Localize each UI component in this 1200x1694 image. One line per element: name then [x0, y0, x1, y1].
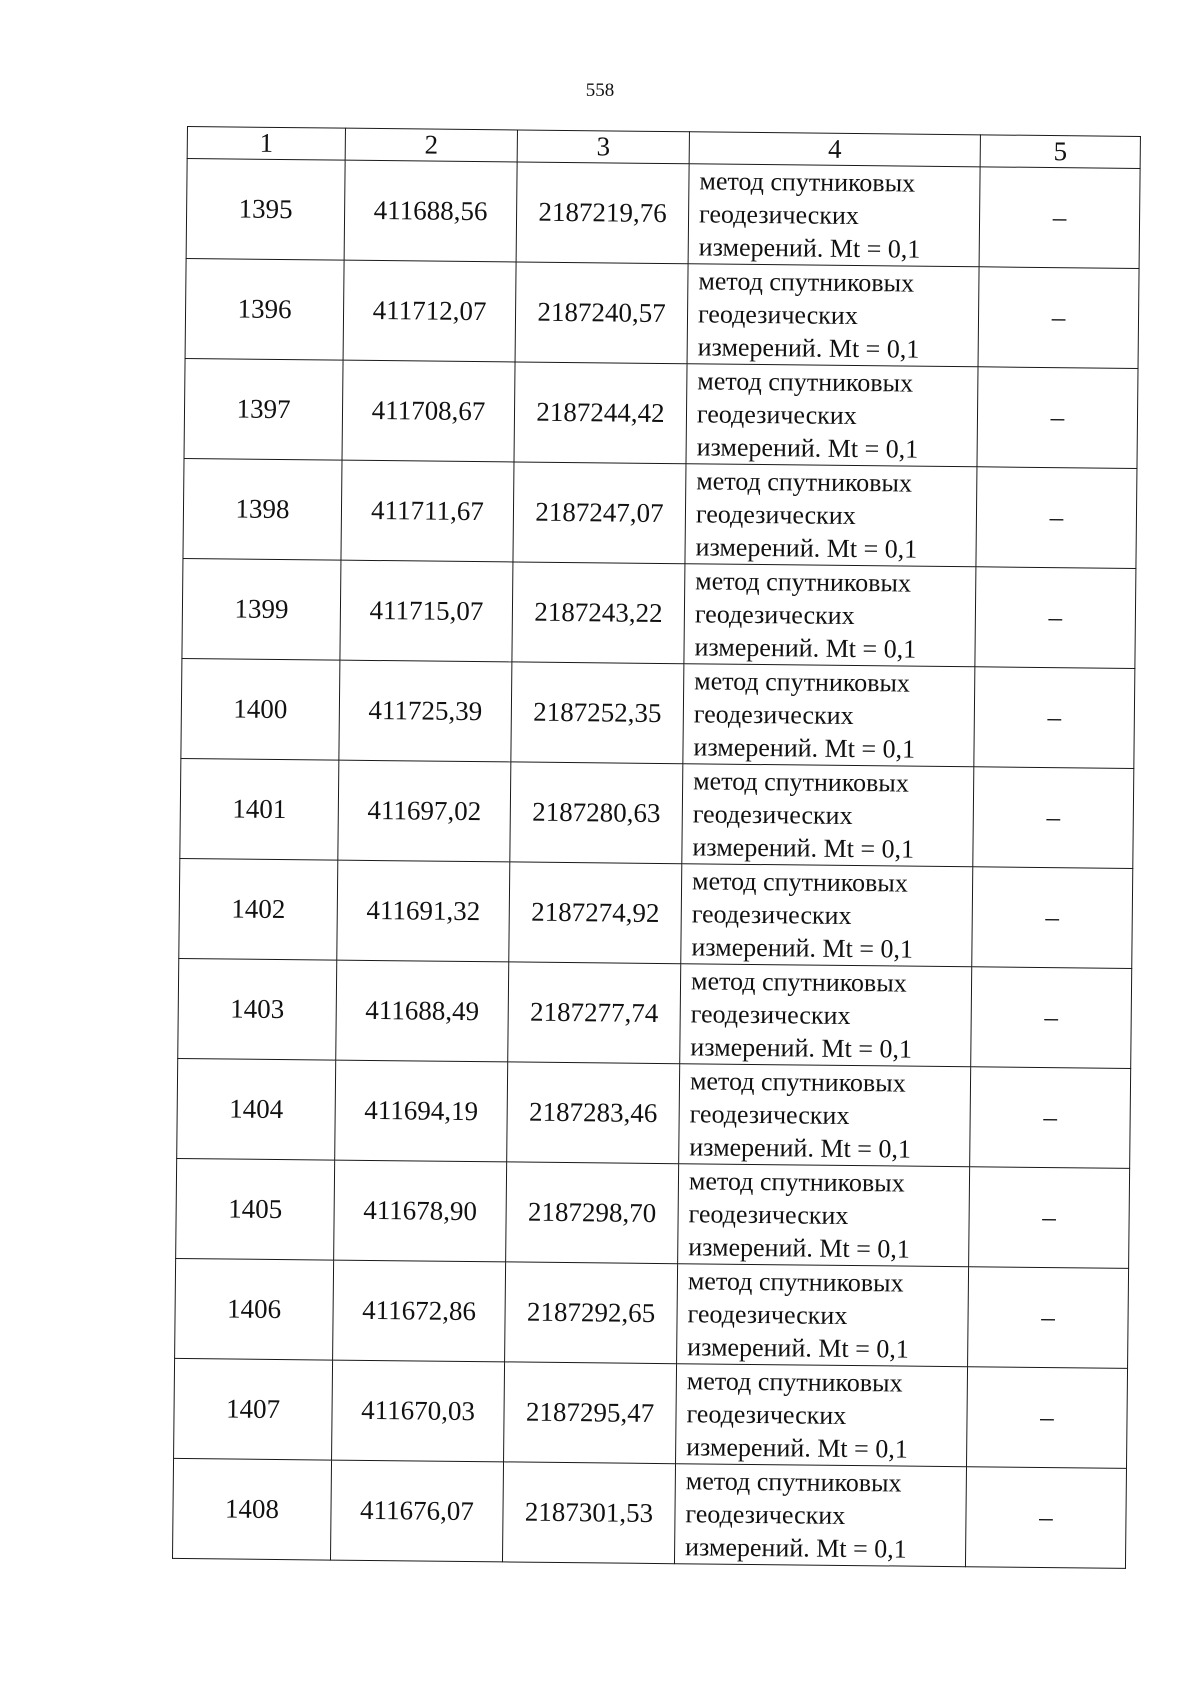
point-number-cell: 1395 [186, 159, 345, 261]
y-coordinate-cell: 2187280,63 [510, 762, 683, 864]
method-text-line: метод спутниковых [690, 966, 907, 998]
method-cell [683, 664, 975, 767]
method-text-line: метод спутниковых [689, 1066, 906, 1098]
note-cell: – [969, 1167, 1130, 1269]
table-row [184, 358, 1138, 468]
method-cell [684, 564, 976, 667]
method-text-line: метод спутниковых [694, 666, 911, 698]
point-number-cell: 1404 [177, 1058, 336, 1160]
method-cell [677, 1264, 969, 1367]
point-number-cell: 1405 [176, 1158, 335, 1260]
method-text-line: геодезических [692, 799, 853, 831]
method-cell [686, 364, 978, 467]
note-cell: – [972, 867, 1133, 969]
method-cell [685, 464, 977, 567]
method-text-line: метод спутниковых [699, 166, 916, 198]
column-header: 4 [689, 132, 980, 167]
y-coordinate-cell: 2187244,42 [514, 362, 687, 464]
method-text-line: геодезических [687, 1299, 848, 1330]
note-cell: – [970, 1067, 1131, 1169]
y-coordinate-cell: 2187240,57 [515, 262, 688, 364]
table-row [177, 1058, 1131, 1168]
method-text-line: измерений. Mt = 0,1 [698, 232, 921, 264]
y-coordinate-cell: 2187295,47 [504, 1362, 677, 1464]
method-text-line: измерений. Mt = 0,1 [689, 1132, 912, 1164]
point-number-cell: 1400 [181, 658, 340, 760]
method-text-line: метод спутниковых [697, 366, 914, 398]
point-number-cell: 1402 [179, 858, 338, 960]
method-text-line: измерений. Mt = 0,1 [693, 732, 916, 764]
method-text-line: геодезических [685, 1499, 846, 1530]
note-cell: – [967, 1367, 1128, 1469]
x-coordinate-cell: 411694,19 [335, 1060, 508, 1162]
method-cell [678, 1164, 970, 1267]
method-text-line: измерений. Mt = 0,1 [690, 1032, 913, 1064]
method-cell [682, 764, 974, 867]
method-text-line: метод спутниковых [686, 1366, 903, 1398]
point-number-cell: 1407 [174, 1358, 333, 1460]
table-row [179, 858, 1133, 968]
column-header: 3 [517, 130, 689, 164]
method-text-line: измерений. Mt = 0,1 [688, 1232, 911, 1264]
method-text-line: геодезических [696, 399, 857, 431]
method-text-line: геодезических [686, 1399, 847, 1430]
y-coordinate-cell: 2187301,53 [502, 1462, 675, 1564]
column-header: 1 [187, 127, 345, 161]
method-text-line: метод спутниковых [693, 766, 910, 798]
table-row [176, 1158, 1130, 1268]
point-number-cell: 1399 [182, 558, 341, 660]
method-text-line: геодезических [698, 199, 859, 231]
page-number: 558 [585, 80, 615, 101]
y-coordinate-cell: 2187247,07 [513, 462, 686, 564]
table-row [185, 258, 1139, 368]
method-text-line: метод спутниковых [698, 266, 915, 298]
point-number-cell: 1406 [175, 1258, 334, 1360]
y-coordinate-cell: 2187243,22 [512, 562, 685, 664]
method-text-line: геодезических [695, 499, 856, 531]
method-text-line: метод спутниковых [696, 466, 913, 498]
note-cell: – [973, 767, 1134, 869]
column-header: 5 [980, 135, 1140, 169]
point-number-cell: 1398 [183, 458, 342, 560]
method-text-line: измерений. Mt = 0,1 [691, 932, 914, 964]
y-coordinate-cell: 2187283,46 [507, 1062, 680, 1164]
table-row [180, 758, 1134, 868]
method-text-line: метод спутниковых [695, 566, 912, 598]
x-coordinate-cell: 411715,07 [340, 560, 513, 662]
method-text-line: геодезических [694, 599, 855, 631]
method-text-line: измерений. Mt = 0,1 [692, 832, 915, 864]
point-number-cell: 1401 [180, 758, 339, 860]
y-coordinate-cell: 2187219,76 [516, 162, 689, 264]
note-cell: – [975, 567, 1136, 669]
method-text-line: метод спутниковых [687, 1266, 904, 1298]
method-text-line: метод спутниковых [691, 866, 908, 898]
note-cell: – [977, 367, 1138, 469]
x-coordinate-cell: 411712,07 [343, 260, 516, 362]
method-cell [687, 264, 979, 367]
y-coordinate-cell: 2187252,35 [511, 662, 684, 764]
note-cell: – [976, 467, 1137, 569]
method-cell [688, 164, 980, 267]
method-text-line: измерений. Mt = 0,1 [687, 1332, 909, 1364]
note-cell: – [968, 1267, 1129, 1369]
table-body [172, 159, 1140, 1569]
point-number-cell: 1408 [172, 1458, 331, 1560]
note-cell: – [974, 667, 1135, 769]
point-number-cell: 1396 [185, 258, 344, 360]
method-text-line: геодезических [690, 999, 851, 1030]
method-text-line: измерений. Mt = 0,1 [684, 1532, 907, 1564]
x-coordinate-cell: 411688,49 [336, 960, 509, 1062]
x-coordinate-cell: 411688,56 [344, 160, 517, 262]
table-row [183, 458, 1137, 568]
y-coordinate-cell: 2187298,70 [506, 1162, 679, 1264]
x-coordinate-cell: 411725,39 [339, 660, 512, 762]
table-row [174, 1358, 1128, 1468]
note-cell: – [971, 967, 1132, 1069]
table-row [178, 958, 1132, 1068]
method-text-line: геодезических [689, 1099, 850, 1130]
method-text-line: измерений. Mt = 0,1 [696, 432, 919, 464]
x-coordinate-cell: 411678,90 [334, 1160, 507, 1262]
table-row [182, 558, 1136, 668]
y-coordinate-cell: 2187274,92 [509, 862, 682, 964]
point-number-cell: 1397 [184, 358, 343, 460]
column-header: 2 [345, 128, 517, 162]
table-row [186, 159, 1140, 269]
point-number-cell: 1403 [178, 958, 337, 1060]
method-text-line: геодезических [697, 299, 858, 331]
method-cell [676, 1364, 968, 1467]
method-text-line: геодезических [691, 899, 852, 931]
x-coordinate-cell: 411670,03 [332, 1360, 505, 1462]
method-text-line: измерений. Mt = 0,1 [686, 1432, 908, 1464]
method-cell [674, 1464, 966, 1567]
method-text-line: измерений. Mt = 0,1 [694, 632, 917, 664]
x-coordinate-cell: 411691,32 [337, 860, 510, 962]
x-coordinate-cell: 411711,67 [341, 460, 514, 562]
method-cell [679, 1064, 971, 1167]
method-cell [681, 864, 973, 967]
y-coordinate-cell: 2187277,74 [508, 962, 681, 1064]
x-coordinate-cell: 411672,86 [333, 1260, 506, 1362]
method-text-line: измерений. Mt = 0,1 [697, 332, 920, 364]
note-cell: – [965, 1467, 1126, 1569]
coordinates-table [172, 126, 1141, 1569]
y-coordinate-cell: 2187292,65 [505, 1262, 678, 1364]
x-coordinate-cell: 411676,07 [330, 1460, 503, 1562]
method-text-line: метод спутниковых [688, 1166, 905, 1198]
table-row [181, 658, 1135, 768]
x-coordinate-cell: 411697,02 [338, 760, 511, 862]
method-text-line: геодезических [693, 699, 854, 731]
note-cell: – [978, 267, 1139, 369]
method-text-line: геодезических [688, 1199, 849, 1230]
table-row [172, 1458, 1126, 1568]
x-coordinate-cell: 411708,67 [342, 360, 515, 462]
method-cell [680, 964, 972, 1067]
method-text-line: метод спутниковых [685, 1466, 902, 1498]
table-row [175, 1258, 1129, 1368]
note-cell: – [979, 167, 1140, 269]
method-text-line: измерений. Mt = 0,1 [695, 532, 918, 564]
